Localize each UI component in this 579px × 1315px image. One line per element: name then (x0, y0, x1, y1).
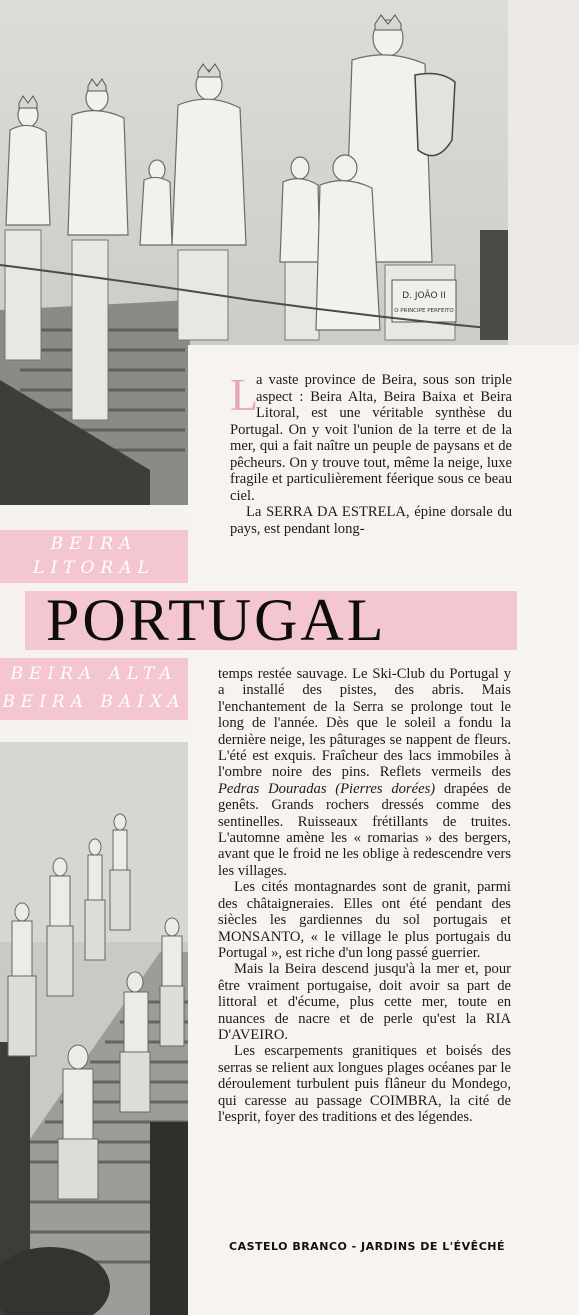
castelo-branco-gardens-photo (0, 742, 188, 1315)
beira-litoral-band (0, 530, 188, 583)
body-paragraph-1-italic: Pedras Douradas (Pierres dorées) (218, 780, 436, 797)
body-text (218, 666, 511, 1125)
pedestal-inscription-1: D. JOÃO II (402, 291, 446, 301)
drop-cap: L (230, 369, 259, 420)
body-paragraph-4: Les escarpements granitiques et boisés des serras se relient aux longues plages océanes par le déroulement turbulent puis flâneur du Mondego, qui caresse au passage COIMBRA, la cité de l'esprit, foyer des traditions et des légendes. (218, 1043, 511, 1125)
intro-paragraph-2: La SERRA DA ESTRELA, épine dorsale du pays, est pendant long- (230, 504, 512, 537)
body-paragraph-2: Les cités montagnardes sont de granit, parmi des châtaigneraies. Elles ont été pendant des siècles les gardiennes du sol portugais et MONSANTO, « le village le plus portugais du Portugal », est riche d'un long passé guerrier. (218, 879, 511, 961)
body-paragraph-1 (218, 666, 511, 879)
body-paragraph-3: Mais la Beira descend jusqu'à la mer et, pour être vraiment portugaise, doit avoir sa part de littoral et d'écume, plus cette mer, toute en nuances de nacre et de perle qu'est la RIA D'AVEIRO. (218, 961, 511, 1043)
page-edge-strip (508, 0, 579, 345)
beira-alta-baixa-band (0, 658, 188, 720)
page-title: PORTUGAL (46, 587, 387, 653)
region-label-alta: BEIRA ALTA (10, 664, 178, 684)
intro-paragraph-1: a vaste province de Beira, sous son triple aspect : Beira Alta, Beira Baixa et Beira Litoral, est une véritable synthèse du Portugal. On y voit l'union de la terre et de la mer, qui a fait naître un peuple de paysans et de pêcheurs. On y trouve tout, même la neige, luxe fragile et particulièrement féerique sous ce beau ciel. (230, 372, 512, 504)
pedestal-inscription-2: O PRINCIPE PERFEITO (394, 308, 454, 314)
body-paragraph-1-start: temps restée sauvage. Le Ski-Club du Portugal y a installé des pistes, des abris. Mais l'enchantement de la Serra se prolonge tout le long de l'année. Dès que le soleil a fondu la dernière neige, les pâturages se nappent de fleurs. L'été est exquis. Fraîcheur des lacs immobiles à l'ombre noire des pins. Reflets vermeils des (218, 666, 511, 781)
body-paragraph-1-end: drapées de genêts. Grands rochers dressés comme des sentinelles. Ruisseaux frétillants de truites. L'automne amène les « romarias » des bergers, avant que le froid ne les oblige à redescendre vers les villages. (218, 780, 512, 879)
intro-text (230, 369, 512, 537)
region-label-litoral: LITORAL (33, 558, 155, 578)
region-label-baixa: BEIRA BAIXA (2, 692, 186, 712)
region-label-beira: BEIRA (50, 534, 138, 554)
photo-caption: CASTELO BRANCO - JARDINS DE L'ÉVÊCHÉ (229, 1240, 505, 1253)
